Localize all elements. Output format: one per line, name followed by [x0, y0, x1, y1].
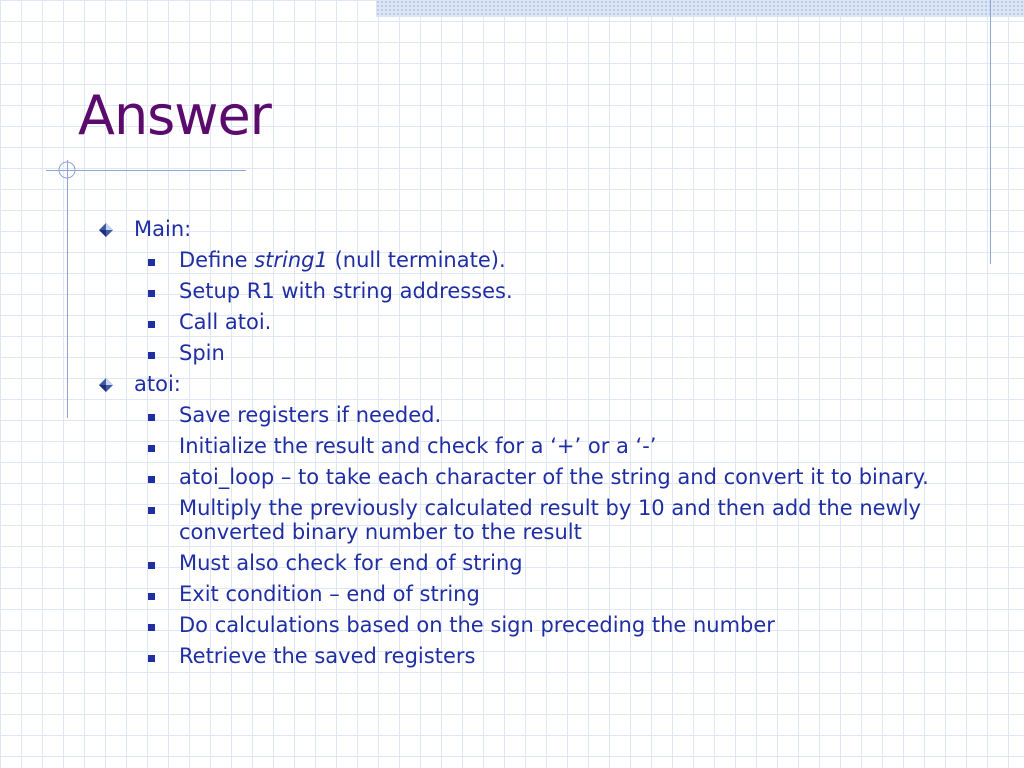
- sub-bullet-text: Do calculations based on the sign preceding the number: [179, 613, 775, 637]
- square-bullet-icon: [148, 624, 155, 631]
- square-bullet-icon: [148, 321, 155, 328]
- sub-bullet: [100, 276, 930, 307]
- sub-bullet-text: Define string1 (null terminate).: [179, 248, 506, 272]
- sub-bullet: [100, 431, 930, 462]
- sub-bullet-text: Retrieve the saved registers: [179, 644, 476, 668]
- sub-bullet-text: Setup R1 with string addresses.: [179, 279, 513, 303]
- decorative-vertical-line: [67, 160, 68, 418]
- sub-bullet-text: Exit condition – end of string: [179, 582, 480, 606]
- sub-bullet-text: Call atoi.: [179, 310, 272, 334]
- diamond-bullet-icon: [98, 377, 114, 393]
- sub-bullet-text: Spin: [179, 341, 225, 365]
- sub-bullet: [100, 579, 930, 610]
- crosshair-icon: [57, 160, 77, 180]
- square-bullet-icon: [148, 259, 155, 266]
- slide-body: [100, 214, 930, 672]
- sub-bullet: [100, 307, 930, 338]
- sub-bullet: [100, 462, 930, 493]
- square-bullet-icon: [148, 562, 155, 569]
- decorative-vertical-line: [990, 0, 991, 264]
- sub-bullet: [100, 548, 930, 579]
- diamond-bullet-icon: [98, 222, 114, 238]
- sub-bullet-text: Multiply the previously calculated result by 10 and then add the newly converted binary number to the result: [179, 496, 921, 544]
- bullet-heading: Main:: [134, 217, 192, 241]
- bullet-main: [100, 214, 930, 245]
- top-decorative-band: [376, 0, 1024, 17]
- sub-bullet: [100, 245, 930, 276]
- square-bullet-icon: [148, 352, 155, 359]
- square-bullet-icon: [148, 445, 155, 452]
- sub-bullet: [100, 493, 930, 548]
- square-bullet-icon: [148, 655, 155, 662]
- square-bullet-icon: [148, 507, 155, 514]
- sub-bullet: [100, 610, 930, 641]
- sub-bullet-text: Must also check for end of string: [179, 551, 523, 575]
- square-bullet-icon: [148, 476, 155, 483]
- italic-term: string1: [254, 248, 328, 272]
- bullet-heading: atoi:: [134, 372, 181, 396]
- square-bullet-icon: [148, 290, 155, 297]
- sub-bullet-text: Initialize the result and check for a ‘+’ or a ‘-’: [179, 434, 657, 458]
- sub-bullet-text: Save registers if needed.: [179, 403, 442, 427]
- square-bullet-icon: [148, 593, 155, 600]
- slide-title: Answer: [78, 84, 271, 147]
- sub-bullet: [100, 338, 930, 369]
- bullet-atoi: [100, 369, 930, 400]
- sub-bullet: [100, 641, 930, 672]
- square-bullet-icon: [148, 414, 155, 421]
- sub-bullet-text: atoi_loop – to take each character of the string and convert it to binary.: [179, 465, 929, 489]
- sub-bullet: [100, 400, 930, 431]
